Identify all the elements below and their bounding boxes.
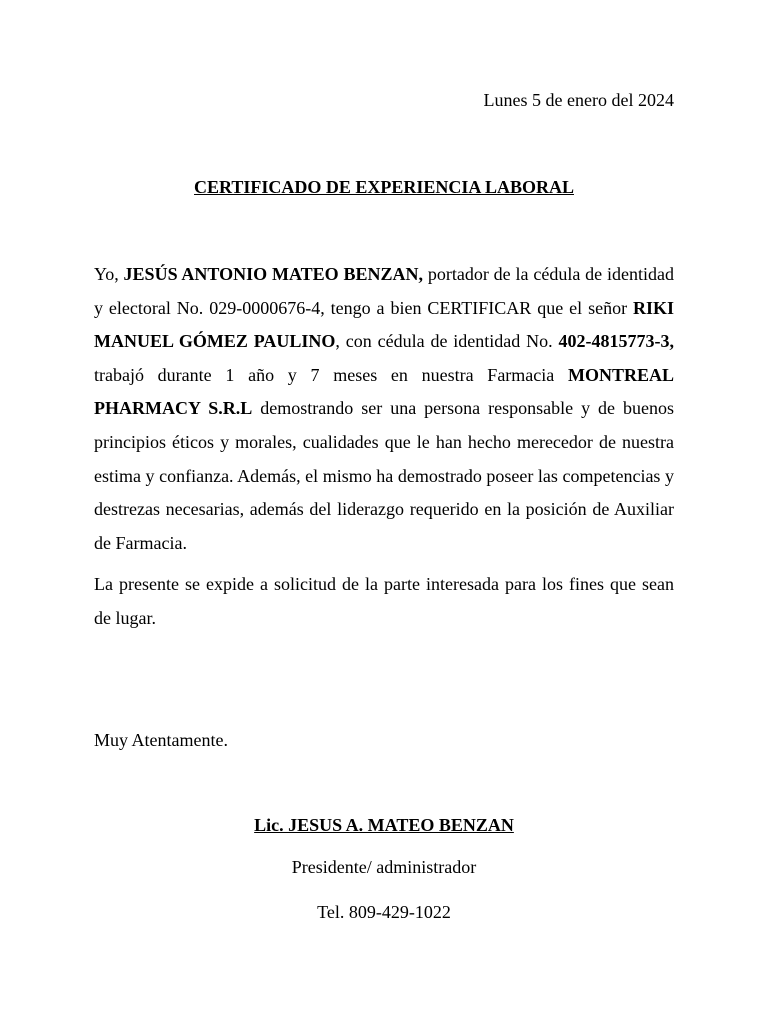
employee-id: 402-4815773-3, — [558, 331, 674, 352]
body-paragraph-2: La presente se expide a solicitud de la parte interesada para los fines que sean de lugar. — [94, 574, 674, 628]
paragraph-text: trabajó durante 1 año y 7 meses en nuestra Farmacia — [94, 364, 568, 385]
paragraph-text: portador de la cédula de identidad y electoral No. 029-0000676-4, tengo a bien CERTIFICAR que el señor — [94, 264, 674, 318]
closing-salutation: Muy Atentamente. — [94, 730, 228, 750]
company-name: MONTREAL PHARMACY S.R.L — [94, 364, 674, 419]
letter-body — [94, 258, 674, 644]
body-paragraph-1 — [94, 258, 674, 560]
letter-date: Lunes 5 de enero del 2024 — [483, 90, 674, 110]
employee-name: RIKI MANUEL GÓMEZ PAULINO — [94, 297, 674, 352]
signatory-name: Lic. JESUS A. MATEO BENZAN — [254, 815, 514, 835]
issuer-name: JESÚS ANTONIO MATEO BENZAN, — [123, 264, 423, 284]
signatory-role: Presidente/ administrador — [291, 857, 477, 877]
paragraph-text: , con cédula de identidad No. — [335, 331, 559, 352]
signatory-phone: Tel. 809-429-1022 — [317, 902, 451, 922]
paragraph-text: Yo, — [94, 264, 124, 284]
document-title: CERTIFICADO DE EXPERIENCIA LABORAL — [194, 177, 574, 197]
paragraph-text: demostrando ser una persona responsable y de buenos principios éticos y morales, cualidades que le han hecho merecedor de nuestra estima y confianza. Además, el mismo ha demostrado poseer las competencias y destrezas necesarias, además del liderazgo requerido en la posición de Auxiliar de Farmacia. — [94, 398, 675, 553]
